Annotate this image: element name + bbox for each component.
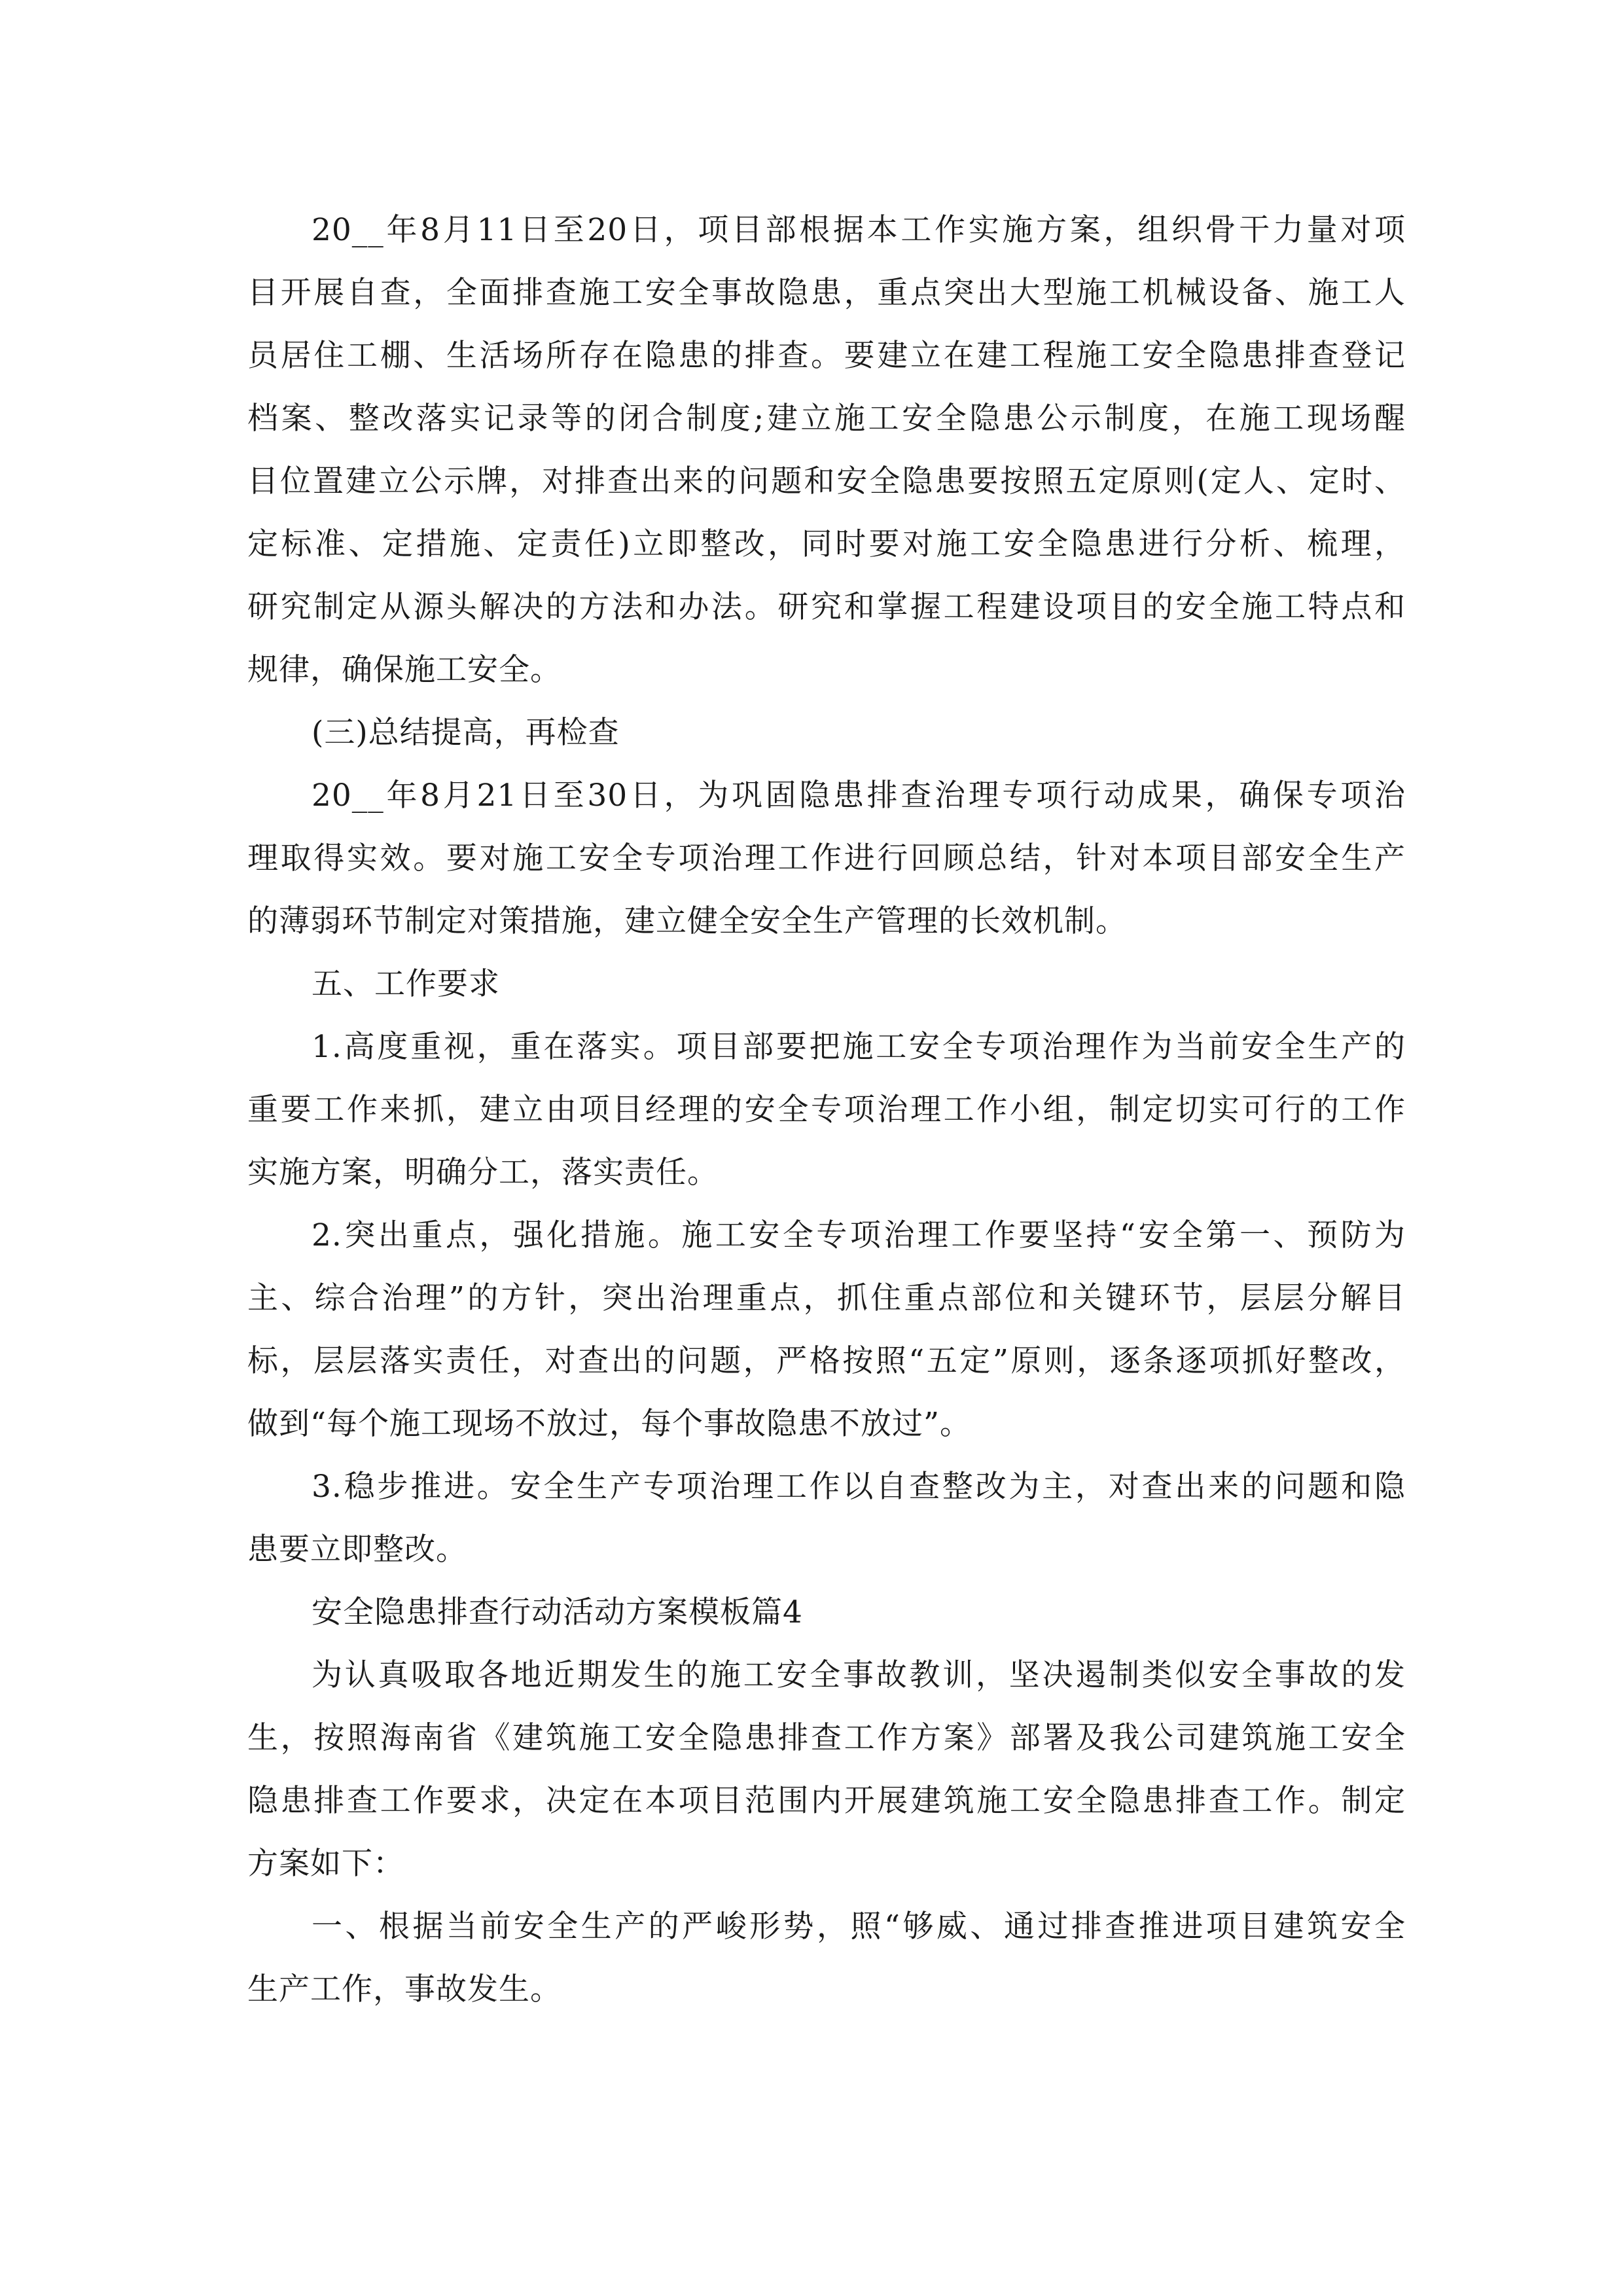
text-line: 规律，确保施工安全。 [247, 652, 562, 688]
text-line: 生产工作，事故发生。 [247, 1971, 562, 2007]
text-line: 主、综合治理”的方针，突出治理重点，抓住重点部位和关键环节，层层分解目 [247, 1280, 1406, 1316]
text-line: 实施方案，明确分工，落实责任。 [247, 1155, 719, 1191]
text-line: 理取得实效。要对施工安全专项治理工作进行回顾总结，针对本项目部安全生产 [247, 840, 1406, 876]
text-line: 标，层层落实责任，对查出的问题，严格按照“五定”原则，逐条逐项抓好整改， [247, 1343, 1406, 1379]
text-line: 目位置建立公示牌，对排查出来的问题和安全隐患要按照五定原则(定人、定时、 [247, 463, 1406, 499]
text-line: 重要工作来抓，建立由项目经理的安全专项治理工作小组，制定切实可行的工作 [247, 1092, 1406, 1128]
text-line: 隐患排查工作要求，决定在本项目范围内开展建筑施工安全隐患排查工作。制定 [247, 1783, 1406, 1819]
section-heading: (三)总结提高，再检查 [312, 715, 620, 751]
text-line: 生，按照海南省《建筑施工安全隐患排查工作方案》部署及我公司建筑施工安全 [247, 1720, 1406, 1756]
text-line: 的薄弱环节制定对策措施，建立健全安全生产管理的长效机制。 [247, 903, 1127, 939]
text-line: 定标准、定措施、定责任)立即整改，同时要对施工安全隐患进行分析、梳理， [247, 526, 1406, 562]
text-line: 为认真吸取各地近期发生的施工安全事故教训，坚决遏制类似安全事故的发 [312, 1657, 1406, 1693]
text-line: 档案、整改落实记录等的闭合制度;建立施工安全隐患公示制度，在施工现场醒 [247, 401, 1406, 437]
text-line: 一、根据当前安全生产的严峻形势，照“够威、通过排查推进项目建筑安全 [312, 1909, 1406, 1945]
text-line: 患要立即整改。 [247, 1532, 467, 1568]
text-line: 20__年8月21日至30日，为巩固隐患排查治理专项行动成果，确保专项治 [312, 778, 1406, 814]
text-line: 2.突出重点，强化措施。施工安全专项治理工作要坚持“安全第一、预防为 [312, 1217, 1406, 1253]
text-line: 目开展自查，全面排查施工安全事故隐患，重点突出大型施工机械设备、施工人 [247, 275, 1406, 311]
text-line: 1.高度重视，重在落实。项目部要把施工安全专项治理作为当前安全生产的 [312, 1029, 1406, 1065]
section-heading: 安全隐患排查行动活动方案模板篇4 [312, 1594, 803, 1630]
text-line: 3.稳步推进。安全生产专项治理工作以自查整改为主，对查出来的问题和隐 [312, 1469, 1406, 1505]
text-line: 研究制定从源头解决的方法和办法。研究和掌握工程建设项目的安全施工特点和 [247, 589, 1406, 625]
text-line: 20__年8月11日至20日，项目部根据本工作实施方案，组织骨干力量对项 [312, 212, 1406, 248]
text-line: 方案如下： [247, 1846, 404, 1882]
text-line: 员居住工棚、生活场所存在隐患的排查。要建立在建工程施工安全隐患排查登记 [247, 338, 1406, 374]
section-heading: 五、工作要求 [312, 966, 500, 1002]
text-line: 做到“每个施工现场不放过，每个事故隐患不放过”。 [247, 1406, 972, 1442]
